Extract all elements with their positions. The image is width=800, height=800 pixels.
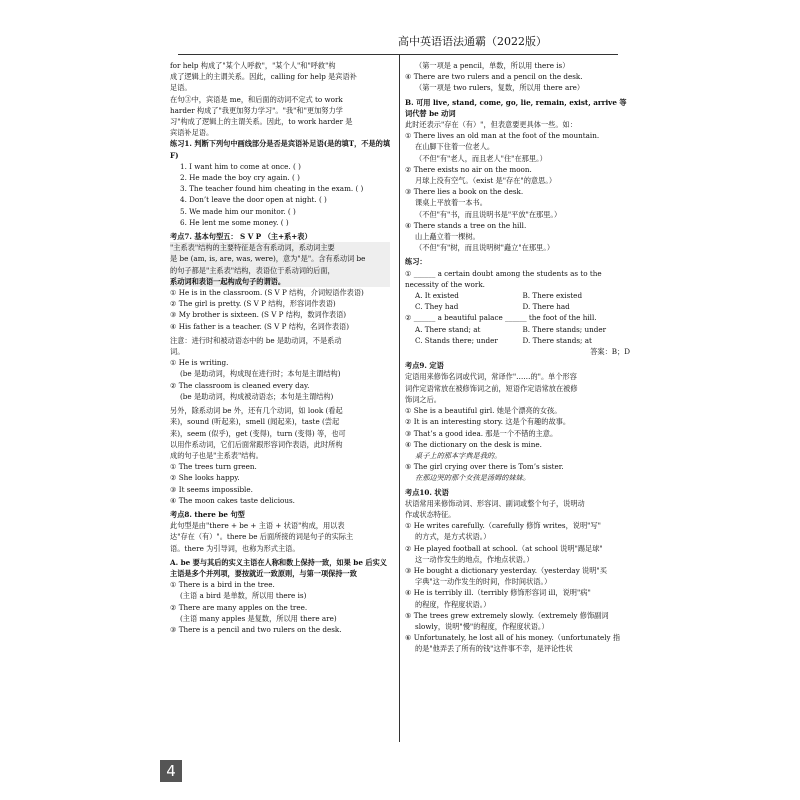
q1-options-row bbox=[405, 290, 630, 301]
other-line: 来)，sound (听起来)，smell (闻起来)，taste (尝起 bbox=[170, 417, 340, 427]
section-title-kd7: 考点7. 基本句型五： S V P （主+系+表） bbox=[170, 232, 312, 242]
kd10-example: 的方式，是方式状语。） bbox=[415, 532, 491, 542]
other-line: 来)，seem (似乎)，get (变得)，turn (变得) 等，也可 bbox=[170, 428, 346, 438]
note-line: (be 是助动词，构成被动语态；本句是主谓结构) bbox=[180, 391, 334, 401]
exercise-item: 3. The teacher found him cheating in the exam. ( ) bbox=[180, 184, 364, 194]
rule-b-title: B. 可用 live, stand, come, go, lie, remain, exist, arrive 等词代替 be 动词 bbox=[405, 97, 627, 118]
kd7-body-line: 的句子都是"主系表"结构，表语位于系动词的后面， bbox=[170, 265, 335, 275]
kd9-example: ② It is an interesting story. 这是个有趣的故事。 bbox=[405, 417, 571, 427]
rule-b-example: 课桌上平放着一本书。 bbox=[415, 198, 487, 208]
kd10-example: slowly，说明"慢"的程度，作程度状语。） bbox=[415, 621, 549, 631]
other-example: ② She looks happy. bbox=[170, 473, 240, 483]
rule-b-example: ④ There stands a tree on the hill. bbox=[405, 220, 527, 230]
intro-line: for help 构成了"某个人呼救"，"某个人"和"呼救"构 bbox=[170, 61, 336, 70]
answer-key: 答案：B；D bbox=[590, 347, 630, 357]
kd8-body-line: 语。there 为引导词，也称为形式主语。 bbox=[170, 543, 300, 553]
intro-line: harder 构成了"我更加努力学习"。"我"和"更加努力学 bbox=[170, 105, 343, 115]
exercise-item: 1. I want him to come at once. ( ) bbox=[180, 161, 301, 171]
q2-options-row bbox=[405, 335, 630, 346]
kd7-example: ① He is in the classroom. (S V P 结构，介词短语作表语) bbox=[170, 288, 364, 298]
kd9-body-line: 饰词之后。 bbox=[405, 394, 441, 404]
kd10-example: ② He played football at school.（at school 说明"踢足球" bbox=[405, 543, 603, 553]
question-2: ② ______ a beautiful palace ______ the foot of the hill. bbox=[405, 313, 597, 323]
question-1: ① ______ a certain doubt among the students as to the necessity of the work. bbox=[405, 268, 602, 289]
q2-options-row bbox=[405, 324, 630, 335]
exercise1-title: 练习1. 判断下列句中画线部分是否是宾语补足语(是的填T，不是的填F) bbox=[170, 139, 391, 160]
rule-b-example: ③ There lies a book on the desk. bbox=[405, 187, 524, 197]
note-line: ② The classroom is cleaned every day. bbox=[170, 380, 310, 390]
intro-line: 习"构成了逻辑上的主谓关系。因此，to work harder 是 bbox=[170, 117, 353, 127]
kd7-body-line: "主系表"结构的主要特征是含有系动词，系动词主要 bbox=[170, 243, 335, 253]
other-line: 以用作系动词，它们后面常跟形容词作表语，此时所构 bbox=[170, 439, 343, 449]
option: C. They had bbox=[415, 302, 459, 312]
kd10-example: 这一动作发生的地点，作地点状语。） bbox=[415, 554, 534, 564]
kd7-body-line: 系动词和表语一起构成句子的谓语。 bbox=[170, 276, 286, 286]
rule-a-example: ② There are many apples on the tree. bbox=[170, 602, 308, 612]
option: D. There stands; at bbox=[522, 335, 592, 345]
rule-b-example: （不但"有"老人，而且老人"住"在那里。） bbox=[415, 153, 547, 163]
column-divider bbox=[399, 55, 400, 742]
rule-b-example: （不但"有"书，而且说明书是"平放"在那里。） bbox=[415, 209, 562, 219]
kd10-example: ⑤ The trees grew extremely slowly.（extremely 修饰副词 bbox=[405, 610, 609, 620]
continued-line: （第一项是 a pencil，单数，所以用 there is） bbox=[415, 61, 570, 70]
other-line: 另外，除系动词 be 外，还有几个动词，如 look (看起 bbox=[170, 406, 343, 416]
continued-line: （第一项是 two rulers，复数，所以用 there are） bbox=[415, 83, 585, 93]
kd7-example: ④ His father is a teacher. (S V P 结构，名词作表语) bbox=[170, 321, 350, 331]
section-title-kd9: 考点9. 定语 bbox=[405, 361, 444, 371]
kd9-example: 在那边哭的那个女孩是汤姆的妹妹。 bbox=[415, 473, 531, 483]
kd10-body-line: 作或状态特征。 bbox=[405, 509, 456, 519]
section-title-kd10: 考点10. 状语 bbox=[405, 487, 449, 497]
rule-a-title: A. be 要与其后的实义主语在人称和数上保持一致，如果 be 后实义主语是多个并列项，要按就近一致原则，与第一项保持一致 bbox=[170, 557, 387, 578]
note-line: ① He is writing. bbox=[170, 358, 229, 368]
intro-line: 成了逻辑上的主谓关系。因此，calling for help 是宾语补 bbox=[170, 72, 357, 82]
kd8-body-line: 此句型是由"there + be + 主语 + 状语"构成，用以表 bbox=[170, 521, 345, 531]
section-title-kd8: 考点8. there be 句型 bbox=[170, 509, 245, 519]
kd10-example: ① He writes carefully.（carefully 修饰 writes，说明"写" bbox=[405, 521, 601, 531]
intro-line: 宾语补足语。 bbox=[170, 128, 214, 138]
kd7-body-line: 是 be (am, is, are, was, were)，意为"是"。含有系动词 be bbox=[170, 254, 366, 264]
exercise-item: 6. He lent me some money. ( ) bbox=[180, 217, 289, 227]
note-line: 词。 bbox=[170, 347, 185, 357]
kd7-example: ③ My brother is sixteen. (S V P 结构，数词作表语) bbox=[170, 310, 347, 320]
page-number: 4 bbox=[160, 760, 182, 782]
rule-b-example: ① There lives an old man at the foot of the mountain. bbox=[405, 131, 600, 141]
kd9-example: ④ The dictionary on the desk is mine. bbox=[405, 439, 542, 449]
kd9-example: ⑤ The girl crying over there is Tom’s sister. bbox=[405, 462, 564, 472]
rule-b-example: （不但"有"树，而且说明树"矗立"在那里。） bbox=[415, 243, 555, 253]
right-column bbox=[405, 60, 630, 655]
exercise-item: 5. We made him our monitor. ( ) bbox=[180, 206, 296, 216]
note-line: 注意：进行时和被动语态中的 be 是助动词，不是系动 bbox=[170, 335, 342, 345]
option: C. Stands there; under bbox=[415, 335, 498, 345]
left-column bbox=[170, 60, 390, 635]
kd10-example: 的程度，作程度状语。） bbox=[415, 599, 491, 609]
kd7-highlight-box bbox=[170, 242, 390, 287]
header-title: 高中英语语法通霸（2022版） bbox=[398, 35, 547, 48]
rule-a-example: ③ There is a pencil and two rulers on the desk. bbox=[170, 624, 342, 634]
kd8-body-line: 达"存在（有）"。there be 后面所接的词是句子的实际主 bbox=[170, 532, 354, 542]
kd10-body-line: 状语常用来修饰动词、形容词、副词或整个句子，说明动 bbox=[405, 498, 585, 508]
kd9-example: ① She is a beautiful girl. 她是个漂亮的女孩。 bbox=[405, 406, 562, 416]
option: A. It existed bbox=[415, 291, 459, 301]
kd10-example: 字典"这一动作发生的时间，作时间状语。） bbox=[415, 577, 552, 587]
exercise-title: 练习： bbox=[405, 257, 427, 267]
rule-b-example: 山上矗立着一棵树。 bbox=[415, 232, 480, 242]
exercise-item: 4. Don’t leave the door open at night. ( ) bbox=[180, 195, 327, 205]
rule-b-example: 月球上没有空气。（exist 是"存在"的意思。） bbox=[415, 176, 557, 186]
kd9-body-line: 词作定语常放在被修饰词之前，短语作定语常放在被修 bbox=[405, 383, 578, 393]
rule-a-example: (主语 a bird 是单数，所以用 there is) bbox=[180, 591, 307, 601]
other-example: ① The trees turn green. bbox=[170, 462, 257, 472]
kd9-example: 桌子上的那本字典是我的。 bbox=[415, 450, 502, 460]
continued-line: ④ There are two rulers and a pencil on the desk. bbox=[405, 72, 583, 82]
other-example: ③ It seems impossible. bbox=[170, 484, 253, 494]
intro-line: 在句③中，宾语是 me，和后面的动词不定式 to work bbox=[170, 94, 343, 104]
rule-a-example: ① There is a bird in the tree. bbox=[170, 580, 275, 590]
rule-b-intro: 此时还表示"存在（有）"，但表意要更具体一些。如： bbox=[405, 120, 577, 130]
running-header bbox=[178, 30, 618, 55]
kd10-example: ⑥ Unfortunately, he lost all of his money.（unfortunately 指 bbox=[405, 633, 621, 643]
other-line: 成的句子也是"主系表"结构。 bbox=[170, 450, 263, 460]
other-example: ④ The moon cakes taste delicious. bbox=[170, 495, 295, 505]
rule-b-example: ② There exists no air on the moon. bbox=[405, 164, 532, 174]
q1-options-row bbox=[405, 301, 630, 312]
kd10-example: 的是"他弄丢了所有的钱"这件事不幸，是评论性状 bbox=[415, 644, 573, 654]
kd9-example: ③ That’s a good idea. 那是一个不错的主意。 bbox=[405, 428, 558, 438]
kd9-body-line: 定语用来修饰名词或代词，常译作"……的"。单个形容 bbox=[405, 372, 577, 382]
exercise-item: 2. He made the boy cry again. ( ) bbox=[180, 173, 300, 183]
rule-a-example: (主语 many apples 是复数，所以用 there are) bbox=[180, 613, 337, 623]
option: A. There stand; at bbox=[415, 324, 481, 334]
option: B. There stands; under bbox=[522, 324, 607, 334]
kd10-example: ③ He bought a dictionary yesterday.（yesterday 说明"买 bbox=[405, 565, 607, 575]
kd7-example: ② The girl is pretty. (S V P 结构，形容词作表语) bbox=[170, 299, 336, 309]
rule-b-example: 在山脚下住着一位老人。 bbox=[415, 142, 495, 152]
kd10-example: ④ He is terribly ill.（terribly 修饰形容词 ill，说明"病" bbox=[405, 588, 591, 598]
intro-line: 足语。 bbox=[170, 83, 192, 93]
note-line: (be 是助动词，构成现在进行时；本句是主谓结构) bbox=[180, 369, 341, 379]
option: D. There had bbox=[522, 302, 570, 312]
option: B. There existed bbox=[522, 291, 583, 301]
